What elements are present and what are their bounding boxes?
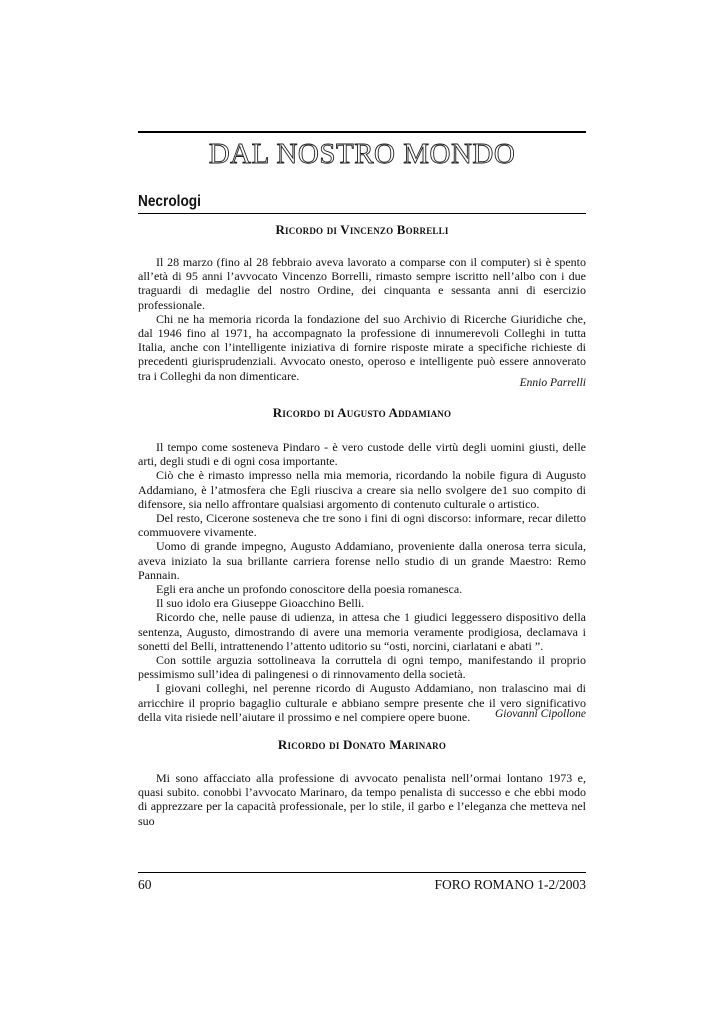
- article-body-addamiano: [138, 440, 586, 724]
- page-number: 60: [138, 877, 152, 892]
- paragraph: Il 28 marzo (fino al 28 febbraio aveva lavorato a comparse con il computer) si è spento all’età di 95 anni l’avvocato Vincenzo Borrelli, rimasto sempre iscritto nell’albo con i due traguardi di medaglie del nostro Ordine, dei cinquanta e sessanta anni di esercizio professionale.: [138, 255, 586, 312]
- top-rule: [138, 131, 586, 133]
- paragraph: Uomo di grande impegno, Augusto Addamiano, proveniente dalla onerosa terra sicula, aveva iniziato la sua brillante carriera forense nello studio di un grande Maestro: Remo Pannain.: [138, 539, 586, 582]
- paragraph: Ricordo che, nelle pause di udienza, in attesa che 1 giudici leggessero dispositivo della sentenza, Augusto, dimostrando di avere una memoria veramente prodigiosa, declamava i sonetti del Belli, intrattenendo l’attento uditorio su “osti, norcini, ciarlatani e abati ”.: [138, 610, 586, 653]
- signature-parrelli: Ennio Parrelli: [519, 377, 586, 389]
- journal-issue: FORO ROMANO 1-2/2003: [434, 877, 586, 892]
- paragraph: Mi sono affacciato alla professione di avvocato penalista nell’ormai lontano 1973 e, quasi subito. conobbi l’avvocato Marinaro, da tempo penalista di successo e che ebbi modo di apprezzare per la capacità professionale, per lo stile, il garbo e l’eleganza che metteva nel suo: [138, 771, 586, 828]
- footer-rule: [138, 872, 586, 873]
- paragraph: Egli era anche un profondo conoscitore della poesia romanesca.: [156, 582, 463, 597]
- article-body-borrelli: [138, 255, 586, 383]
- article-title-addamiano: Ricordo di Augusto Addamiano: [272, 405, 452, 420]
- section-title: DAL NOSTRO MONDO: [208, 138, 516, 170]
- article-body-marinaro: [138, 771, 586, 828]
- paragraph: Il suo idolo era Giuseppe Gioacchino Belli.: [156, 596, 365, 611]
- paragraph: Con sottile arguzia sottolineava la corruttela di ogni tempo, manifestando il proprio pessimismo sull’idea di palingenesi o di rinnovamento della società.: [138, 653, 586, 682]
- paragraph: Il tempo come sosteneva Pindaro - è vero custode delle virtù degli uomini giusti, delle arti, degli studi e di ogni cosa importante.: [138, 440, 586, 469]
- paragraph: Del resto, Cicerone sosteneva che tre sono i fini di ogni discorso: informare, recar diletto commuovere vivamente.: [138, 511, 586, 540]
- paragraph: I giovani colleghi, nel perenne ricordo di Augusto Addamiano, non tralascino mai di arricchire il proprio bagaglio culturale e abbiano sempre presente che il vero significativo della vita risiede nell’aiutare il prossimo e nel compiere opere buone.: [138, 681, 586, 724]
- paragraph: Ciò che è rimasto impresso nella mia memoria, ricordando la nobile figura di Augusto Addamiano, è l’atmosfera che Egli riusciva a creare sia nello svolgere de1 suo compito di difensore, sia nello affrontare qualsiasi argomento di contenuto culturale o artistico.: [138, 468, 586, 511]
- paragraph: Chi ne ha memoria ricorda la fondazione del suo Archivio di Ricerche Giuridiche che, dal 1946 fino al 1971, ha accompagnato la professione di innumerevoli Colleghi in tutta Italia, anche con l’intelligente iniziativa di fornire risposte mirate a specifiche richieste di precedenti giurisprudenziali. Avvocato onesto, operoso e intelligente può essere annoverato tra i Colleghi da non dimenticare.: [138, 311, 586, 383]
- article-title-marinaro: Ricordo di Donato Marinaro: [277, 737, 447, 752]
- article-title-borrelli: Ricordo di Vincenzo Borrelli: [275, 222, 449, 237]
- category-rule: [138, 213, 586, 214]
- category-label: Necrologi: [138, 193, 201, 210]
- signature-cipollone: Giovanni Cipollone: [494, 708, 586, 720]
